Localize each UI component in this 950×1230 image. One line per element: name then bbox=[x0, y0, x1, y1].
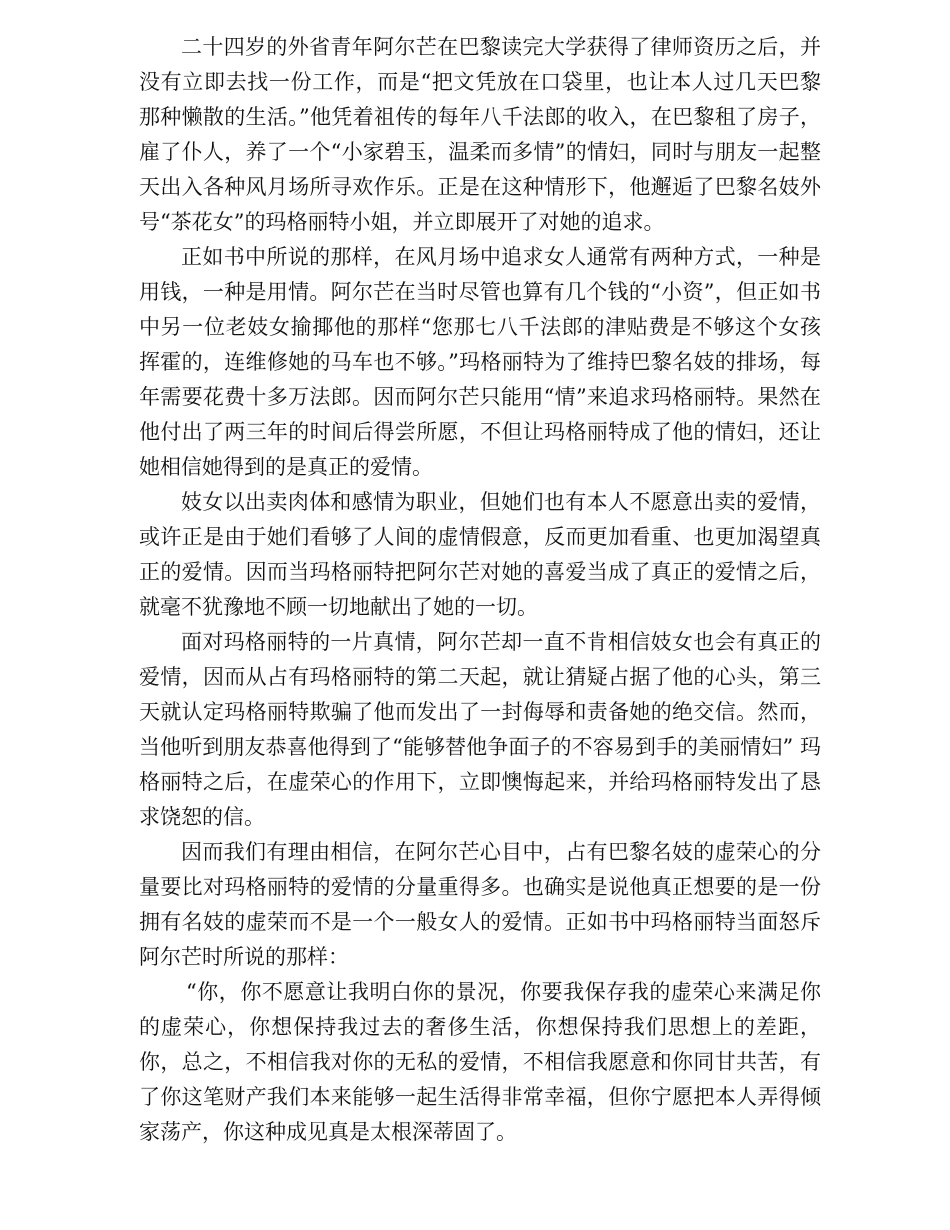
paragraph-4: 面对玛格丽特的一片真情，阿尔芒却一直不肯相信妓女也会有真正的爱情，因而从占有玛格丽特的第二天起，就让猜疑占据了他的心头，第三天就认定玛格丽特欺骗了他而发出了一封侮辱和责备她的绝交信。然而，当他听到朋友恭喜他得到了“能够替他争面子的不容易到手的美丽情妇” 玛格丽特之后，在虚荣心的作用下，立即懊悔起来，并给玛格丽特发出了恳求饶恕的信。 bbox=[139, 630, 821, 829]
paragraph-1: 二十四岁的外省青年阿尔芒在巴黎读完大学获得了律师资历之后，并没有立即去找一份工作，而是“把文凭放在口袋里，也让本人过几天巴黎那种懒散的生活。”他凭着祖传的每年八千法郎的收入，在巴黎租了房子，雇了仆人，养了一个“小家碧玉，温柔而多情”的情妇，同时与朋友一起整天出入各种风月场所寻欢作乐。正是在这种情形下，他邂逅了巴黎名妓外号“茶花女”的玛格丽特小姐，并立即展开了对她的追求。 bbox=[139, 35, 821, 234]
document-body bbox=[139, 30, 821, 1150]
paragraph-2: 正如书中所说的那样，在风月场中追求女人通常有两种方式，一种是用钱，一种是用情。阿尔芒在当时尽管也算有几个钱的“小资”，但正如书中另一位老妓女揄揶他的那样“您那七八千法郎的津贴费是不够这个女孩挥霍的，连维修她的马车也不够。”玛格丽特为了维持巴黎名妓的排场，每年需要花费十多万法郎。因而阿尔芒只能用“情”来追求玛格丽特。果然在他付出了两三年的时间后得尝所愿，不但让玛格丽特成了他的情妇，还让她相信她得到的是真正的爱情。 bbox=[139, 245, 821, 479]
paragraph-6-quote: “你，你不愿意让我明白你的景况，你要我保存我的虚荣心来满足你的虚荣心，你想保持我过去的奢侈生活，你想保持我们思想上的差距，你，总之，不相信我对你的无私的爱情，不相信我愿意和你同甘共苦，有了你这笔财产我们本来能够一起生活得非常幸福，但你宁愿把本人弄得倾家荡产，你这种成见真是太根深蒂固了。 bbox=[139, 980, 821, 1144]
paragraph-5: 因而我们有理由相信，在阿尔芒心目中，占有巴黎名妓的虚荣心的分量要比对玛格丽特的爱情的分量重得多。也确实是说他真正想要的是一份拥有名妓的虚荣而不是一个一般女人的爱情。正如书中玛格丽特当面怒斥阿尔芒时所说的那样： bbox=[139, 840, 821, 969]
paragraph-3: 妓女以出卖肉体和感情为职业，但她们也有本人不愿意出卖的爱情，或许正是由于她们看够了人间的虚情假意，反而更加看重、也更加渴望真正的爱情。因而当玛格丽特把阿尔芒对她的喜爱当成了真正的爱情之后，就毫不犹豫地不顾一切地献出了她的一切。 bbox=[139, 490, 821, 619]
